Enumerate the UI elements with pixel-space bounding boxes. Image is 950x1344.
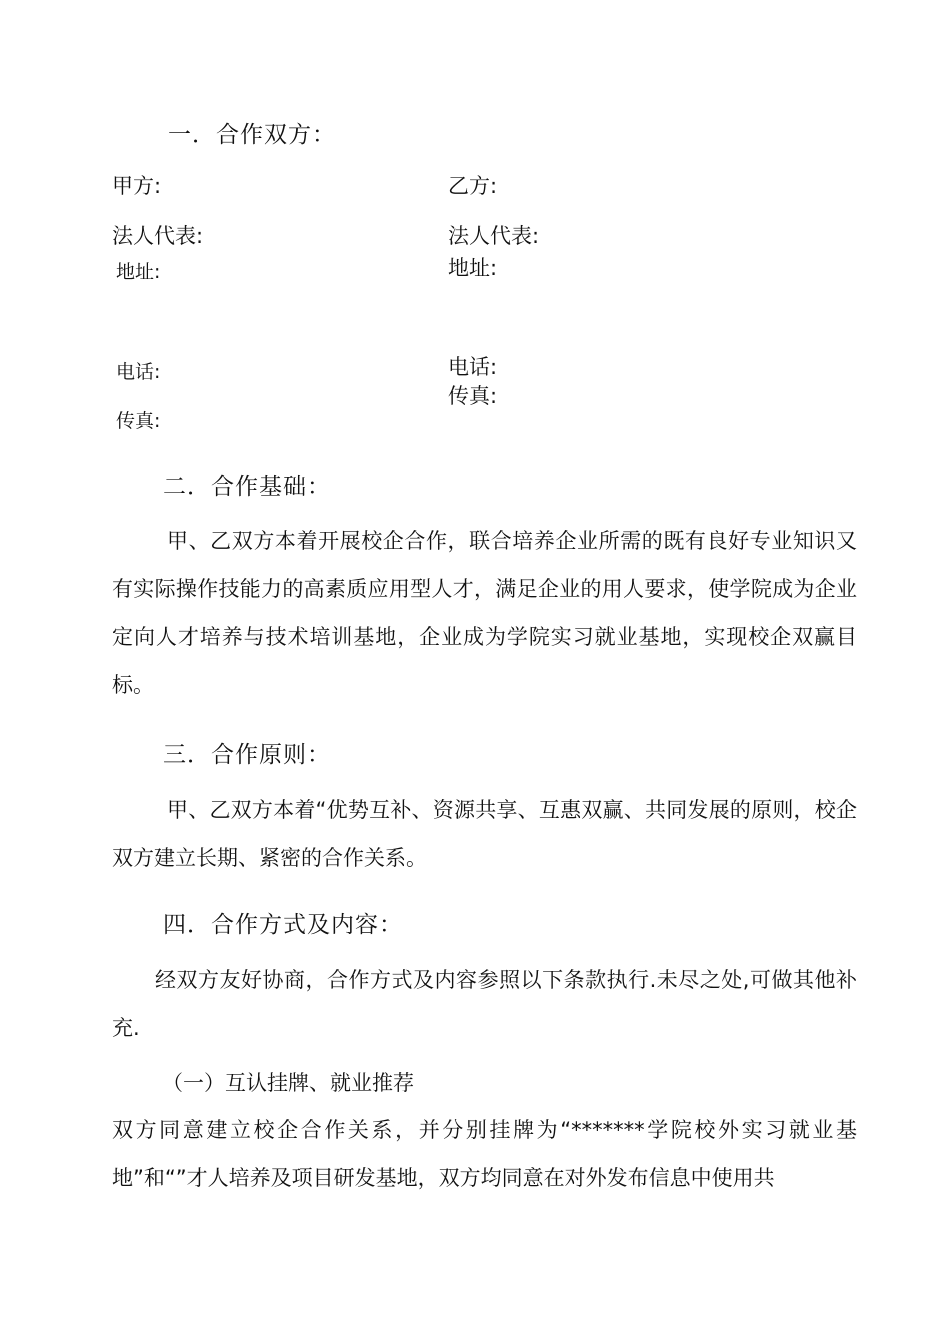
section-1-title: 一．合作双方：	[168, 122, 336, 148]
subsection-1-title: （一）互认挂牌、就业推荐	[162, 1071, 414, 1095]
section-4-intro: 经双方友好协商，合作方式及内容参照以下条款执行.未尽之处,可做其他补充.	[112, 968, 857, 1040]
party-b-address-label: 地址:	[448, 256, 498, 280]
section-4-title: 四．合作方式及内容：	[163, 912, 403, 938]
party-b-name-label: 乙方:	[448, 174, 498, 198]
party-a-address-label: 地址:	[116, 261, 161, 283]
party-a-legal-rep-label: 法人代表:	[112, 224, 204, 248]
party-b-fax-label: 传真:	[448, 384, 498, 408]
party-a-phone-label: 电话:	[116, 361, 161, 383]
section-2-body: 甲、乙双方本着开展校企合作，联合培养企业所需的既有良好专业知识又有实际操作技能力的高素质应用型人才，满足企业的用人要求，使学院成为企业定向人才培养与技术培训基地，企业成为学院实习就业基地，实现校企双赢目标。	[112, 529, 857, 697]
party-b-legal-rep-label: 法人代表:	[448, 224, 540, 248]
subsection-1-body: 双方同意建立校企合作关系，并分别挂牌为“*******学院校外实习就业基地”和“”才人培养及项目研发基地，双方均同意在对外发布信息中使用共	[112, 1118, 857, 1190]
party-b-phone-label: 电话:	[448, 355, 498, 379]
section-2-title: 二．合作基础：	[163, 474, 331, 500]
section-3-title: 三．合作原则：	[163, 742, 331, 768]
party-a-name-label: 甲方:	[112, 174, 162, 198]
section-3-body: 甲、乙双方本着“优势互补、资源共享、互惠双赢、共同发展的原则，校企双方建立长期、紧密的合作关系。	[112, 798, 857, 870]
party-a-fax-label: 传真:	[116, 410, 161, 432]
